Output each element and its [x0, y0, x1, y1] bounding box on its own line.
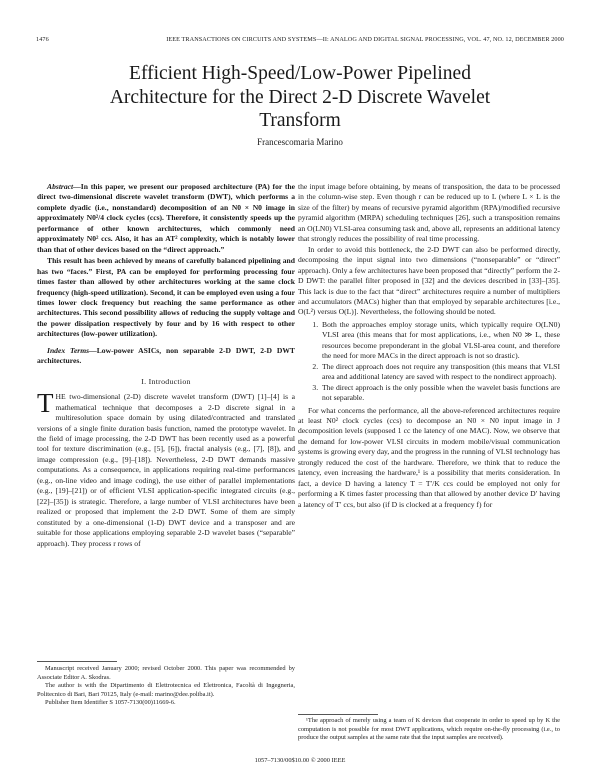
footnote-1: ¹The approach of merely using a team of K devices that cooperate in order to speed up by K the computation is not possible for most DWT applications, which require on-the-fly processing (i.e., to produce the output samples at the same rate that the input samples are received).: [298, 717, 560, 742]
title-line: Transform: [259, 110, 341, 131]
index-terms: [37, 346, 295, 367]
left-footnotes: [37, 665, 295, 708]
footnote-rule: [37, 661, 117, 662]
abstract-label: Abstract—: [47, 182, 81, 191]
page-number: 1476: [36, 36, 49, 43]
list-item: 2. The direct approach does not require any transposition (this means that VLSI area and additional latency are saved with respect to the nondirect approach).: [320, 362, 560, 383]
abstract-text: In this paper, we present our proposed architecture (PA) for the direct two-dimensional discrete wavelet transform (DWT), which performs a complete dyadic (i.e., nonstandard) decomposition of an N0 × N0 image in approximately N0²/4 clock cycles (ccs). Therefore, it consistently speeds up the performance of other known architectures, which commonly need approximately N0² ccs. Also, it has an AT² complexity, which is notably lower than that of other devices based on the “direct approach.”: [37, 182, 295, 254]
left-column: [37, 182, 295, 549]
numbered-list: [298, 320, 560, 404]
footnote-rule: [298, 714, 378, 715]
index-terms-label: Index Terms—: [47, 345, 97, 355]
right-column: [298, 182, 560, 510]
intro-paragraph: [37, 388, 295, 549]
copyright-footer: 1057–7130/00$10.00 © 2000 IEEE: [254, 757, 346, 764]
footnote-affiliation: The author is with the Dipartimento di Elettrotecnica ed Elettronica, Facoltà di Ingegneria, Politecnico di Bari, Bari 70125, Italy (e-mail: marino@dee.poliba.it).: [37, 682, 295, 698]
abstract-paragraph: [37, 182, 295, 255]
author-name: Francescomaria Marino: [257, 137, 343, 147]
paper-title: [40, 62, 560, 133]
section-heading: I. Introduction: [141, 376, 191, 386]
title-line: Architecture for the Direct 2-D Discrete Wavelet: [109, 86, 491, 108]
running-title: IEEE TRANSACTIONS ON CIRCUITS AND SYSTEMS—II: ANALOG AND DIGITAL SIGNAL PROCESSING, VOL. 47, NO. 12, DECEMBER 2000: [166, 36, 564, 43]
body-paragraph: For what concerns the performance, all the above-referenced architectures require at least N0² clock cycles (ccs) to decompose an N0 × N0 input image in J decomposition levels (supposed 1 cc the latency of one MAC). Now, we observe that the demand for low-power VLSI circuits in modern mobile/visual communication systems is growing every day, and the progress in the running of VLSI technology has strongly reduced the cost of the hardware. Therefore, we think that to reduce the latency, even increasing the hardware,¹ is a possibility that merits consideration. In fact, a device D having a latency T = T′/K ccs could be employed not only for performing a K times faster processing than that allowed by another device D′ having a latency of T′ ccs, but also (if D is clocked at a frequency f) for: [298, 405, 560, 509]
body-paragraph: In order to avoid this bottleneck, the 2-D DWT can also be performed directly, decomposing the input signal into two dimensions (“nonseparable” or “direct” approach). Only a few architectures have been proposed that “directly” perform the 2-D DWT: the parallel filter proposed in [32] and the devices described in [33]–[35]. This lack is due to the fact that “direct” architectures require a number of multipliers and accumulators (MACs) higher than that employed by separable architectures [i.e., O(L²) versus O(L)]. Nevertheless, the following should be noted.: [298, 244, 560, 317]
drop-cap: T: [37, 388, 54, 419]
list-item: 1. Both the approaches employ storage units, which typically require O(LN0) VLSI area (this means that for most applications, i.e., when N0 ≫ L, these resources become preponderant in the global VLSI-area count, and therefore the need for more MACs in the direct approach is not so drastic).: [320, 320, 560, 362]
abstract-paragraph-2: This result has been achieved by means of carefully balanced pipelining and has two “faces.” First, PA can be employed for performing processing four times faster than allowed by other architectures working at the same clock frequency (high-speed utilization). Second, it can be employed even using a four times lower clock frequency but reaching the same performance as other architectures. This second possibility allows of reducing the supply voltage and the power dissipation respectively by four and by 16 with respect to other architectures (low-power utilization).: [37, 256, 295, 339]
footnote-received: Manuscript received January 2000; revised October 2000. This paper was recommended by Associate Editor A. Skodras.: [37, 665, 295, 681]
body-paragraph: the input image before obtaining, by means of transposition, the data to be processed in the column-wise step. Even though r can be reduced up to L (where L × L is the size of the filter) by means of recursive pyramid algorithm (RPA)/modified recursive pyramid algorithm (MRPA) scheduling techniques [26], such a transposition remains an O(LN0) VLSI-area consuming task and, above all, represents an additional latency that strongly reduces the possibility of real time processing.: [298, 182, 560, 244]
running-header: [36, 36, 564, 46]
footnote-pii: Publisher Item Identifier S 1057-7130(00)11669-6.: [45, 699, 176, 707]
index-terms-text: Low-power ASICs, non separable 2-D DWT, 2-D DWT architectures.: [37, 345, 295, 366]
title-line: Efficient High-Speed/Low-Power Pipelined: [129, 63, 471, 84]
right-footnote: [298, 717, 560, 743]
intro-text: HE two-dimensional (2-D) discrete wavelet transform (DWT) [1]–[4] is a mathematical technique that decomposes a 2-D discrete signal in a multiresolution space domain by using dilated/contracted and translated versions of a single finite duration basis function, named the prototype wavelet. In the field of image processing, the 2-D DWT has been recently used as a powerful tool for texture discrimination (e.g., [5], [6]), fractal analysis (e.g., [7], [8]), and image compression (e.g., [9]–[18]). Nevertheless, 2-D DWT demands massive computations. As a consequence, in applications requiring real-time performances (e.g., on-line video and image coding), the use either of parallel implementations (e.g., [19]–[21]) or of efficient VLSI application-specific integrated circuits (e.g., [22]–[35]) is strategic. Therefore, a large number of VLSI architectures have been realized or proposed that implement the 2-D DWT. Some of them are simply constituted by a one-dimensional (1-D) DWT device and a transposer and are suitable for those applications employing separable 2-D wavelet bases (“separable” approach). They process r rows of: [37, 392, 295, 548]
list-item: 3. The direct approach is the only possible when the wavelet basis functions are not separable.: [320, 383, 560, 404]
